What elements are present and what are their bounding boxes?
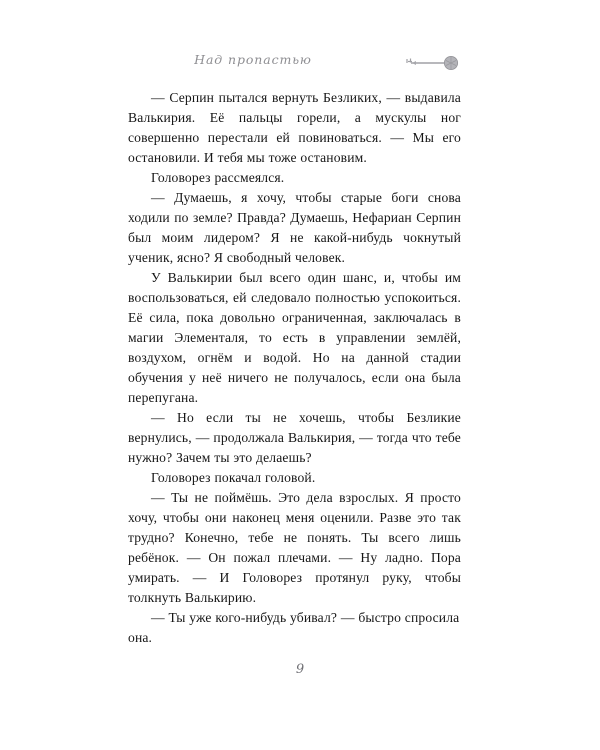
sword-ornament-icon	[401, 50, 465, 76]
paragraph: — Серпин пытался вернуть Безликих, — выдавила Валькирия. Её пальцы горели, а мускулы ног совершенно перестали ей повиноваться. — Мы его остановили. И тебя мы тоже остановим.	[128, 90, 461, 165]
paragraph: Головорез рассмеялся.	[151, 170, 285, 185]
paragraph: — Думаешь, я хочу, чтобы старые боги снова ходили по земле? Правда? Думаешь, Нефариан Серпин был моим лидером? Я не какой-нибудь чокнутый ученик, ясно? Я свободный человек.	[128, 190, 461, 265]
running-head	[128, 50, 460, 78]
paragraph: — Но если ты не хочешь, чтобы Безликие вернулись, — продолжала Валькирия, — тогда что тебе нужно? Зачем ты это делаешь?	[128, 410, 461, 465]
paragraph: У Валькирии был всего один шанс, и, чтобы им воспользоваться, ей следовало полностью успокоиться. Её сила, пока довольно ограниченная, заключалась в магии Элементаля, то есть в управлении землёй, воздухом, огнём и водой. Но на данной стадии обучения у неё ничего не получалось, если она была перепугана.	[128, 270, 461, 405]
running-head-title: Над пропастью	[194, 52, 312, 67]
paragraph: Головорез покачал головой.	[151, 470, 316, 485]
paragraph: — Ты уже кого-нибудь убивал? — быстро спросила она.	[128, 610, 460, 645]
body-text-column	[128, 88, 461, 648]
page-number: 9	[295, 662, 305, 677]
paragraph: — Ты не поймёшь. Это дела взрослых. Я просто хочу, чтобы они наконец меня оценили. Разве это так трудно? Конечно, тебе не понять. Ты всего лишь ребёнок. — Он пожал плечами. — Ну ладно. Пора умирать. — И Головорез протянул руку, чтобы толкнуть Валькирию.	[128, 490, 461, 605]
